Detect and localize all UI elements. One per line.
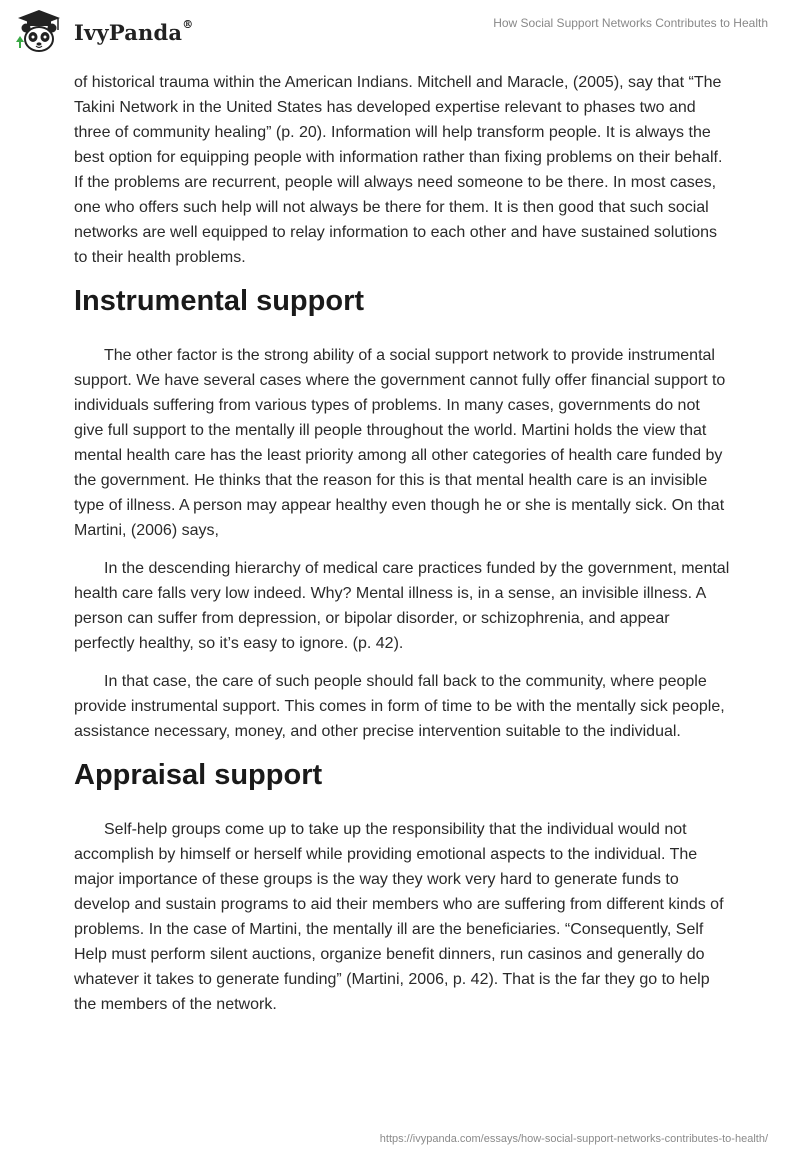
source-url[interactable]: https://ivypanda.com/essays/how-social-support-networks-contributes-to-health/ — [379, 1133, 768, 1145]
brand-logo[interactable] — [14, 8, 193, 54]
document-title: How Social Support Networks Contributes to Health — [493, 16, 768, 30]
paragraph-5: Self-help groups come up to take up the responsibility that the individual would not accomplish by himself or herself while providing emotional aspects to the individual. The major importance of these groups is the way they work very hard to generate funds to develop and sustain programs to aid their members who are suffering from different kinds of problems. In the case of Martini, the mentally ill are the beneficiaries. “Consequently, Self Help must perform silent auctions, organize benefit dinners, run casinos and generally do whatever it takes to generate funding” (Martini, 2006, p. 42). That is the far they go to help the members of the network. — [74, 821, 724, 1013]
section-heading-appraisal-support: Appraisal support — [74, 759, 323, 791]
page-header — [0, 0, 800, 60]
brand-name: IvyPanda® — [74, 17, 194, 45]
paragraph-1: of historical trauma within the American Indians. Mitchell and Maracle, (2005), say that “The Takini Network in the United States has developed expertise relevant to phases two and three of community healing” (p. 20). Information will help transform people. It is always the best option for equipping people with information rather than fixing problems on their behalf. If the problems are recurrent, people will always need someone to be there. In most cases, one who offers such help will not always be there for them. It is then good that such social networks are well equipped to relay information to each other and have sustained solutions to their health problems. — [74, 74, 723, 266]
panda-logo-icon — [14, 8, 64, 54]
paragraph-2: The other factor is the strong ability of a social support network to provide instrumental support. We have several cases where the government cannot fully offer financial support to individuals suffering from various types of problems. In many cases, governments do not give full support to the mentally ill people throughout the world. Martini holds the view that mental health care has the least priority among all other categories of health care funded by the government. He thinks that the reason for this is that mental health care is an invisible type of illness. A person may appear healthy even though he or she is mentally sick. On that Martini, (2006) says, — [74, 347, 726, 539]
section-heading-instrumental-support: Instrumental support — [74, 285, 365, 317]
trademark-symbol: ® — [182, 17, 194, 31]
paragraph-4: In that case, the care of such people should fall back to the community, where people provide instrumental support. This comes in form of time to be with the mentally sick people, assistance necessary, money, and other precise intervention suitable to the individual. — [74, 673, 725, 740]
paragraph-3-quote: In the descending hierarchy of medical care practices funded by the government, mental health care falls very low indeed. Why? Mental illness is, in a sense, an invisible illness. A person can suffer from depression, or bipolar disorder, or schizophrenia, and appear perfectly healthy, so it’s easy to ignore. (p. 42). — [74, 560, 730, 652]
essay-body — [74, 70, 730, 1030]
